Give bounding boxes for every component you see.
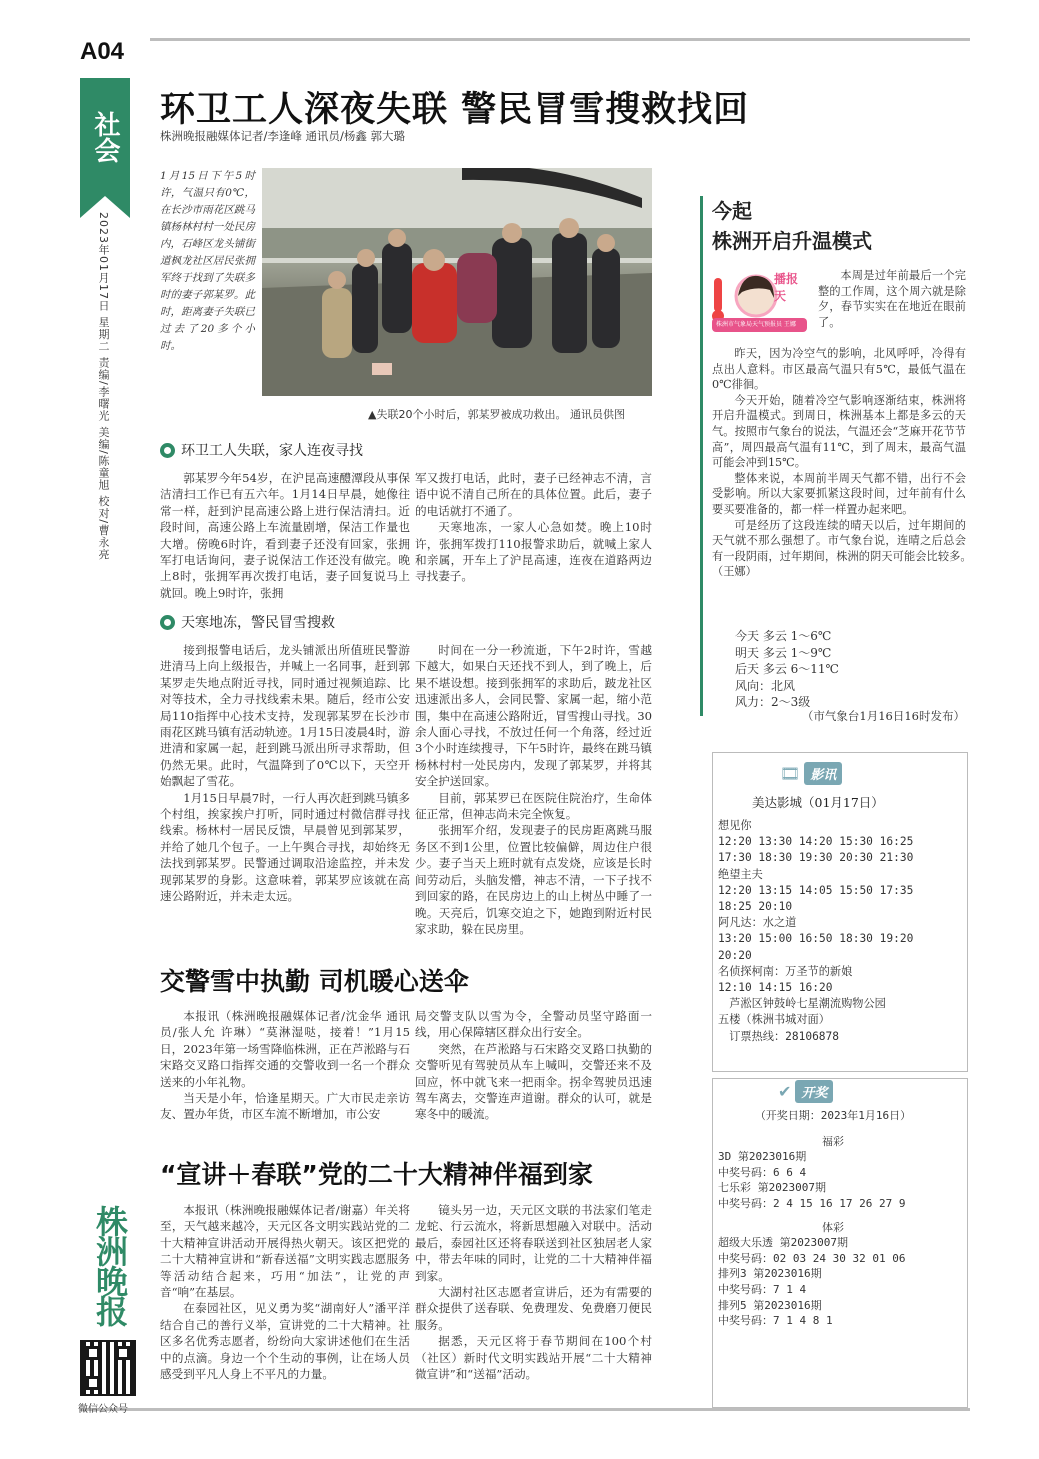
paragraph: 在泰园社区，见义勇为奖“湖南好人”潘平洋结合自己的善行义举，宣讲党的二十大精神。社区多名优秀志愿者，纷纷向大家讲述他们在生活中的点滴。身边一个个生动的事例，让在场人员感受到平凡人身上不平凡的力量。: [160, 1301, 410, 1382]
paragraph: 本报讯（株洲晚报融媒体记者/谢嘉）年关将至，天气越来越冷，天元区各文明实践站党的二十大精神宣讲活动开展得热火朝天。该区把党的二十大精神宣讲和“新春送福”文明实践志愿服务等活动结合起来，巧用“加法”，让党的声音“响”在基层。: [160, 1203, 410, 1300]
paragraph: 时间在一分一秒流逝，下午2时许，雪越下越大，如果白天还找不到人，到了晚上，后果不堪设想。接到张拥军的求助后，跛龙社区迅速派出多人，会同民警、家属一起，缩小范围，集中在高速公路附近，冒雪搜山寻找。30余人面心寻找，不放过任何一个角落，经过近3个小时连续搜寻，下午5时许，最终在跳马镇杨林村村一处民房内，发现了郭某罗，并将其安全护送回家。: [415, 643, 652, 789]
weather-badge-sub: 株洲市气象局天气预报员 王娜: [716, 321, 796, 328]
forecast-line: 后天 多云 6～11℃: [735, 662, 839, 676]
lottery-line: 中奖号码：6 6 4: [718, 1165, 807, 1179]
film-line: 17:30 18:30 19:30 20:30 21:30: [718, 851, 914, 865]
article3-headline: “宣讲＋春联”党的二十大精神伴福到家: [160, 1160, 593, 1189]
film-line: 订票热线：28106878: [718, 1029, 840, 1043]
weather-forecast: [735, 628, 839, 711]
weather-title: [712, 196, 872, 256]
paragraph: 镜头另一边，天元区文联的书法家们笔走龙蛇、行云流水，将新思想融入对联中。活动最后，泰园社区还将春联送到社区独居老人家中，带去年味的同时，让党的二十大精神伴福到家。: [415, 1203, 652, 1283]
weather-body: [712, 346, 1000, 580]
article1-byline: 株洲晚报融媒体记者/李逢峰 通讯员/杨鑫 郭大璐: [160, 129, 406, 143]
paragraph: 本周是过年前最后一个完整的工作周，这个周六就是除夕，春节实实在在地近在眼前了。: [818, 269, 966, 329]
film-line: 12:20 13:30 14:20 15:30 16:25: [718, 835, 914, 849]
paragraph: 接到报警电话后，龙头铺派出所值班民警游进清马上向上级报告，并喊上一名同事，赶到郭某罗走失地点附近寻找，同时通过视频追踪、比对等技术，全力寻找线索未果。随后，经市公安局110指挥中心技术支持，发现郭某罗在长沙市雨花区跳马镇有活动轨迹。1月15日凌晨4时，游进清和家属一起，赶到跳马派出所寻求帮助，但仍然无果。此时，气温降到了0℃以下，天空开始飘起了雪花。: [160, 643, 410, 789]
lottery-line: 中奖号码：7 1 4 8 1: [718, 1314, 833, 1328]
article3-col1: [160, 1202, 410, 1382]
bullet-icon: [160, 615, 175, 630]
paragraph: 今天开始，随着冷空气影响逐渐结束，株洲将开启升温模式。到周日，株洲基本上都是多云的天气。按照市气象台的说法，气温还会“芝麻开花节节高”，周四最高气温有11℃，到了周末，最高气温可能会冲到15℃。: [712, 393, 966, 470]
cinema-name: 美达影城（01月17日）: [752, 795, 884, 810]
photo-caption: ▲失联20个小时后，郭某罗被成功救出。 通讯员供图: [368, 408, 625, 421]
film-line: 芦淞区钟鼓岭七星潮流购物公园: [718, 997, 886, 1011]
article2-col1: [160, 1008, 410, 1123]
paragraph: 天寒地冻，一家人心急如焚。晚上10时许，张拥军拨打110报警求助后，就喊上家人和亲属，开车上了沪昆高速，连夜在道路两边寻找妻子。: [415, 520, 652, 584]
paragraph: 整体来说，本周前半周天气都不错，出行不会受影响。所以大家要抓紧这段时间，过年前有什么要买要准备的，都一样一样置办起来吧。: [712, 471, 966, 516]
section-tab: [80, 78, 130, 196]
paragraph: 当天是小年，恰逢星期天。广大市民走亲访友、置办年货，市区车流不断增加，市公安: [160, 1091, 410, 1122]
paragraph: 可是经历了这段连续的晴天以后，过年期间的天气就不那么强想了。市气象台说，连晴之后总会有一段阴雨，过年期间，株洲的阴天可能会比较多。 （王娜）: [712, 518, 1000, 579]
weather-badge-label: 播报天: [774, 272, 799, 303]
film-line: 绝望主夫: [718, 867, 763, 881]
article1-headline: 环卫工人深夜失联 警民冒雪搜救找回: [160, 90, 750, 130]
paragraph: 军又拨打电话，此时，妻子已经神志不清，言语中说不清自己所在的具体位置。此后，妻子的电话就打不通了。: [415, 471, 652, 518]
paragraph: 大湖村社区志愿者宣讲后，还为有需要的群众提供了送春联、免费理发、免费磨刀便民服务。: [415, 1285, 652, 1332]
masthead-logo: 株洲晚报: [91, 1205, 129, 1325]
qr-label: 微信公众号: [78, 1404, 128, 1415]
paragraph: 昨天，因为冷空气的影响，北风呼呼，冷得有点出人意料。市区最高气温只有5℃，最低气温在0℃徘徊。: [712, 347, 966, 392]
paragraph: 局交警支队以雪为令，全警动员坚守路面一线，用心保障辖区群众出行安全。: [415, 1009, 652, 1040]
article2-col2: [415, 1008, 652, 1123]
sidebar-date: 2023年01月17日 星期二 责编/李曙光 美编/陈童旭 校对/曹永亮: [97, 212, 110, 561]
section-label: 社会: [90, 111, 120, 163]
bottom-rule: [80, 1408, 970, 1411]
weather-title-line2: 株洲开启升温模式: [712, 229, 872, 253]
weather-title-line1: 今起: [712, 199, 752, 223]
film-line: 阿凡达：水之道: [718, 916, 797, 930]
fucai-title: 福彩: [822, 1134, 844, 1148]
forecast-source: （市气象台1月16日16时发布）: [801, 709, 965, 723]
article1-col1-b: [160, 642, 410, 905]
lottery-line: 七乐彩 第2023007期: [718, 1181, 826, 1195]
subhead-text: 天寒地冻，警民冒雪搜救: [181, 615, 335, 631]
qr-code-icon: [80, 1340, 136, 1396]
article1-subhead-2: [160, 612, 335, 632]
paragraph: 据悉，天元区将于春节期间在100个村（社区）新时代文明实践站开展“二十大精神微宣讲”和“送福”活动。: [415, 1334, 652, 1382]
lottery-results: [718, 1108, 948, 1329]
lottery-line: 排列3 第2023016期: [718, 1267, 822, 1281]
film-label: 影讯: [804, 762, 842, 785]
paragraph: 突然，在芦淞路与石宋路交叉路口执勤的交警听见有驾驶员从车上喊叫，交警还来不及回应，怀中就飞来一把雨伞。拐伞驾驶员迅速驾车离去，交警连声道谢。群众的认可，就是寒冬中的暖流。: [415, 1041, 652, 1122]
lottery-line: 中奖号码：02 03 24 30 32 01 06: [718, 1251, 906, 1265]
film-line: 想见你: [718, 819, 752, 832]
check-icon: ✔: [778, 1081, 792, 1101]
film-line: 18:25 20:10: [718, 900, 793, 914]
paragraph: 1月15日早晨7时，一行人再次赶到跳马镇多个村组，挨家挨户打听，同时通过村微信群寻找线索。杨林村一居民反馈，早晨曾见到郭某罗，并给了她几个包子。一上午舆合寻找，却始终无法找到郭某罗。民警通过调取沿途监控，并未发现郭某罗的身影。这意味着，郭某罗应该就在高速公路附近，并未走太远。: [160, 790, 410, 904]
lottery-header: [778, 1080, 833, 1102]
film-schedule: [718, 818, 948, 1045]
forecast-line: 明天 多云 1～9℃: [735, 645, 832, 660]
film-line: 13:20 15:00 16:50 18:30 19:20: [718, 932, 914, 946]
lottery-line: 中奖号码：2 4 15 16 17 26 27 9: [718, 1196, 906, 1210]
paragraph: 目前，郭某罗已在医院住院治疗，生命体征正常，但神志尚未完全恢复。: [415, 790, 652, 822]
film-line: 20:20: [718, 948, 752, 962]
article1-col1-a: [160, 470, 410, 601]
page-number: A04: [80, 38, 125, 65]
paragraph: 张拥军介绍，发现妻子的民房距离跳马服务区不到1公里，位置比较偏僻，周边住户很少。妻子当天上班时就有点发烧，应该是长时间劳动后，头脑发懵，神志不清，一下子找不到回家的路，在民房边上的山上树丛中睡了一晚。天亮后，饥寒交迫之下，她跑到附近村民家求助，躲在民房里。: [415, 823, 652, 936]
forecast-line: 风力：2～3级: [735, 695, 811, 709]
article1-intro: 1月15日下午5时许，气温只有0℃，在长沙市雨花区跳马镇杨林村村一处民房内，石峰区龙头铺街道枫龙社区居民张拥军终于找到了失联多时的妻子郭某罗。此时，距离妻子失联已过去了20多个小时。: [160, 170, 255, 352]
weather-badge: [712, 268, 807, 334]
lottery-line: 中奖号码：7 1 4: [718, 1282, 807, 1296]
article1-photo: [262, 168, 652, 396]
lottery-line: 排列5 第2023016期: [718, 1298, 822, 1312]
ticai-title: 体彩: [822, 1220, 844, 1234]
film-line: 名侦探柯南：万圣节的新娘: [718, 964, 853, 978]
film-reel-icon: 🎞: [780, 763, 801, 783]
top-rule: [150, 38, 970, 41]
forecast-line: 今天 多云 1～6℃: [735, 629, 832, 643]
subhead-text: 环卫工人失联，家人连夜寻找: [181, 443, 363, 459]
article1-col2-b: [415, 642, 652, 937]
lottery-label: 开奖: [795, 1080, 833, 1103]
film-header: [780, 762, 870, 784]
lottery-line: 3D 第2023016期: [718, 1150, 807, 1164]
article3-col2: [415, 1202, 652, 1382]
paragraph: 本报讯（株洲晚报融媒体记者/沈金华 通讯员/张人允 许琳）“莫淋湿哒，接着！”1月15日，2023年第一场雪降临株洲，正在芦淞路与石宋路交叉路口指挥交通的交警收到一名一个群众送来的小年礼物。: [160, 1009, 410, 1089]
article1-subhead-1: [160, 440, 363, 460]
article2-headline: 交警雪中执勤 司机暖心送伞: [160, 967, 469, 996]
weather-p1: [818, 268, 966, 330]
film-line: 12:20 13:15 14:05 15:50 17:35: [718, 883, 914, 897]
bullet-icon: [160, 443, 175, 458]
paragraph: 郭某罗今年54岁，在沪昆高速醴潭段从事保洁清扫工作已有五六年。1月14日早晨，她像往常一样，赶到沪昆高速公路上进行保洁清扫。近段时间，高速公路上车流量剧增，保洁工作量也大增。傍晚6时许，看到妻子还没有回家，张拥军打电话询问，妻子说保洁工作还没有做完。晚上8时，张拥军再次拨打电话，妻子回复说马上就回。晚上9时许，张拥: [160, 471, 410, 600]
film-line: 12:10 14:15 16:20: [718, 981, 833, 995]
article1-col2-a: [415, 470, 652, 585]
lottery-date: （开奖日期：2023年1月16日）: [754, 1109, 912, 1122]
rescue-photo-illustration: [262, 168, 652, 396]
lottery-line: 超级大乐透 第2023007期: [718, 1236, 848, 1250]
film-line: 五楼（株洲书城对面）: [718, 1013, 830, 1027]
weather-accent-rule: [700, 196, 703, 716]
forecast-line: 风向：北风: [735, 678, 796, 693]
